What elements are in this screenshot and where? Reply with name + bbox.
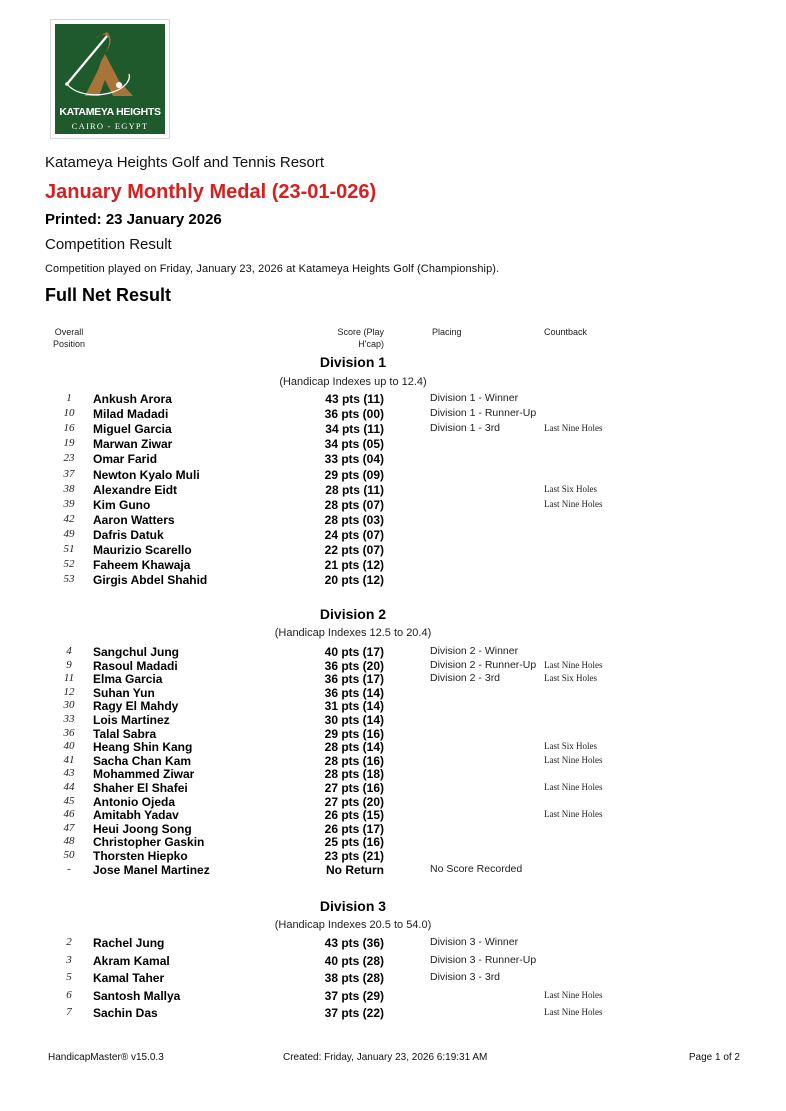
position: 36 xyxy=(63,726,75,739)
position: 10 xyxy=(63,407,75,420)
division-1-title: Division 1 xyxy=(319,354,387,370)
score: 36 pts (00) xyxy=(324,407,384,422)
position: 3 xyxy=(66,953,72,966)
score: 24 pts (07) xyxy=(324,527,384,542)
result-row xyxy=(0,468,786,482)
position: 5 xyxy=(66,971,72,984)
position: 40 xyxy=(63,740,75,753)
countback: Last Nine Holes xyxy=(544,659,603,670)
competition-title: January Monthly Medal (23-01-026) xyxy=(45,181,377,203)
score: 37 pts (29) xyxy=(324,988,384,1003)
player-name: Ragy El Mahdy xyxy=(93,699,179,714)
countback: Last Nine Holes xyxy=(544,754,603,765)
result-row xyxy=(0,863,786,877)
result-row xyxy=(0,407,786,421)
column-header-placing: Placing xyxy=(432,327,462,337)
player-name: Sangchul Jung xyxy=(93,645,180,659)
score: 37 pts (22) xyxy=(324,1006,384,1021)
player-name: Kamal Taher xyxy=(93,971,165,986)
position: 41 xyxy=(63,753,75,766)
division-2-subtitle: (Handicap Indexes 12.5 to 20.4) xyxy=(274,627,432,639)
footer-software: HandicapMaster® v15.0.3 xyxy=(48,1052,164,1063)
player-name: Maurizio Scarello xyxy=(93,543,192,557)
position: 50 xyxy=(63,849,75,861)
position: 52 xyxy=(63,558,75,571)
score: 22 pts (07) xyxy=(324,543,384,557)
section-title: Full Net Result xyxy=(45,285,172,305)
position: 30 xyxy=(63,699,75,712)
player-name: Rachel Jung xyxy=(93,936,165,950)
player-name: Amitabh Yadav xyxy=(93,808,179,823)
footer-page: Page 1 of 2 xyxy=(688,1052,740,1063)
result-row xyxy=(0,672,786,686)
result-row xyxy=(0,543,786,557)
club-logo xyxy=(50,19,170,139)
result-row xyxy=(0,573,786,587)
result-row xyxy=(0,659,786,673)
countback: Last Nine Holes xyxy=(544,989,603,1000)
score: 28 pts (11) xyxy=(325,482,384,497)
result-row xyxy=(0,513,786,527)
position: 6 xyxy=(66,988,72,1001)
competition-result-label: Competition Result xyxy=(45,236,172,253)
column-header-score-line1: Score (Play xyxy=(337,327,384,337)
result-row xyxy=(0,528,786,542)
player-name: Heui Joong Song xyxy=(93,821,192,836)
result-row xyxy=(0,971,786,985)
player-name: Suhan Yun xyxy=(93,685,155,700)
player-name: Antonio Ojeda xyxy=(93,794,175,809)
score: 25 pts (16) xyxy=(324,835,384,850)
countback: Last Six Holes xyxy=(544,673,597,684)
result-row xyxy=(0,835,786,849)
player-name: Heang Shin Kang xyxy=(93,740,193,755)
column-header-position xyxy=(48,326,90,350)
result-row xyxy=(0,452,786,466)
position: 49 xyxy=(63,527,75,540)
player-name: Newton Kyalo Muli xyxy=(93,467,200,482)
played-on-text: Competition played on Friday, January 23, 2026 at Katameya Heights Golf (Championship). xyxy=(45,263,500,275)
countback: Last Nine Holes xyxy=(544,809,603,820)
player-name: Omar Farid xyxy=(93,452,158,467)
player-name: Sacha Chan Kam xyxy=(93,753,192,768)
countback: Last Six Holes xyxy=(544,483,597,494)
position: 37 xyxy=(63,467,75,480)
position: 1 xyxy=(66,392,72,404)
result-row xyxy=(0,767,786,781)
placing: Division 1 - 3rd xyxy=(430,422,501,435)
logo-emblem xyxy=(55,24,165,134)
result-row xyxy=(0,936,786,950)
result-row xyxy=(0,699,786,713)
result-row xyxy=(0,422,786,436)
player-name: Christopher Gaskin xyxy=(93,835,205,850)
result-row xyxy=(0,754,786,768)
result-row xyxy=(0,727,786,741)
placing: Division 2 - 3rd xyxy=(430,672,501,685)
score: 36 pts (14) xyxy=(324,685,384,700)
position: 16 xyxy=(63,422,75,435)
player-name: Rasoul Madadi xyxy=(93,658,178,673)
result-row xyxy=(0,849,786,863)
score: 43 pts (11) xyxy=(325,392,384,406)
position: 33 xyxy=(63,713,75,725)
printed-date: Printed: 23 January 2026 xyxy=(45,211,222,228)
result-row xyxy=(0,954,786,968)
position: 23 xyxy=(63,452,75,465)
player-name: Alexandre Eidt xyxy=(93,482,178,497)
position: 2 xyxy=(66,936,72,948)
logo-name: KATAMEYA HEIGHTS xyxy=(59,106,161,118)
player-name: Faheem Khawaja xyxy=(93,558,191,573)
result-row xyxy=(0,437,786,451)
position: 47 xyxy=(63,821,75,834)
position: 4 xyxy=(66,645,72,657)
position: 11 xyxy=(63,672,75,685)
column-header-score-line2: H'cap) xyxy=(358,339,384,349)
player-name: Marwan Ziwar xyxy=(93,437,173,452)
position: 45 xyxy=(63,794,75,807)
placing: Division 1 - Runner-Up xyxy=(430,407,537,420)
division-2-title: Division 2 xyxy=(319,606,387,622)
position: 38 xyxy=(63,482,75,495)
score: 29 pts (16) xyxy=(324,726,384,741)
placing: Division 2 - Runner-Up xyxy=(430,658,537,671)
position: 39 xyxy=(63,497,75,510)
player-name: Sachin Das xyxy=(93,1006,158,1021)
player-name: Kim Guno xyxy=(93,497,151,512)
position: 44 xyxy=(63,781,75,793)
score: 34 pts (11) xyxy=(325,422,384,437)
score: 40 pts (28) xyxy=(324,953,384,968)
countback: Last Six Holes xyxy=(544,741,597,752)
score: 30 pts (14) xyxy=(324,713,384,727)
score: 26 pts (17) xyxy=(324,821,384,836)
division-1-subtitle: (Handicap Indexes up to 12.4) xyxy=(279,376,427,388)
column-header-countback: Countback xyxy=(544,327,588,337)
position: 46 xyxy=(63,808,75,821)
score: 27 pts (20) xyxy=(324,794,384,809)
player-name: Miguel Garcia xyxy=(93,422,172,437)
position: 53 xyxy=(63,573,75,586)
result-row xyxy=(0,558,786,572)
score: 23 pts (21) xyxy=(324,849,384,863)
position: 9 xyxy=(66,658,72,671)
result-row xyxy=(0,645,786,659)
position: 42 xyxy=(63,512,75,525)
division-3-subtitle: (Handicap Indexes 20.5 to 54.0) xyxy=(274,919,432,931)
footer-created: Created: Friday, January 23, 2026 6:19:31 AM xyxy=(283,1052,488,1063)
position: 19 xyxy=(63,437,75,450)
player-name: Shaher El Shafei xyxy=(93,781,188,795)
score: 28 pts (16) xyxy=(324,753,384,768)
placing: Division 1 - Winner xyxy=(430,392,519,404)
score: No Return xyxy=(326,862,384,877)
score: 21 pts (12) xyxy=(324,558,384,573)
score: 27 pts (16) xyxy=(324,781,384,795)
score: 36 pts (20) xyxy=(324,658,384,673)
score: 29 pts (09) xyxy=(324,467,384,482)
countback: Last Nine Holes xyxy=(544,423,603,434)
player-name: Akram Kamal xyxy=(93,953,170,968)
column-header-position-line2: Position xyxy=(52,339,86,349)
result-row xyxy=(0,392,786,406)
logo-location: CAIRO - EGYPT xyxy=(71,121,149,131)
placing: Division 3 - Winner xyxy=(430,936,519,948)
player-name: Girgis Abdel Shahid xyxy=(93,573,208,588)
result-row xyxy=(0,483,786,497)
placing: No Score Recorded xyxy=(430,862,523,875)
result-row xyxy=(0,989,786,1003)
countback: Last Nine Holes xyxy=(544,1007,603,1018)
score: 28 pts (07) xyxy=(324,497,384,512)
player-name: Ankush Arora xyxy=(93,392,172,406)
column-header-score xyxy=(310,326,384,350)
placing: Division 2 - Winner xyxy=(430,645,519,657)
position: 48 xyxy=(63,835,75,848)
position: 7 xyxy=(66,1006,72,1019)
position: 51 xyxy=(63,543,75,555)
score: 20 pts (12) xyxy=(324,573,384,588)
score: 26 pts (15) xyxy=(324,808,384,823)
player-name: Talal Sabra xyxy=(93,726,157,741)
division-3-title: Division 3 xyxy=(319,898,387,914)
score: 31 pts (14) xyxy=(324,699,384,714)
result-row xyxy=(0,498,786,512)
countback: Last Nine Holes xyxy=(544,498,603,509)
score: 34 pts (05) xyxy=(324,437,384,452)
score: 28 pts (18) xyxy=(324,767,384,782)
result-row xyxy=(0,795,786,809)
player-name: Santosh Mallya xyxy=(93,988,181,1003)
player-name: Jose Manel Martinez xyxy=(93,862,210,877)
result-row xyxy=(0,740,786,754)
position: 12 xyxy=(63,685,75,698)
score: 28 pts (14) xyxy=(324,740,384,755)
player-name: Mohammed Ziwar xyxy=(93,767,195,782)
column-header-position-line1: Overall xyxy=(54,327,84,337)
score: 40 pts (17) xyxy=(324,645,384,659)
score: 33 pts (04) xyxy=(324,452,384,467)
score: 43 pts (36) xyxy=(324,936,384,950)
position: 43 xyxy=(63,767,75,780)
resort-name: Katameya Heights Golf and Tennis Resort xyxy=(45,154,325,171)
score: 36 pts (17) xyxy=(324,672,384,687)
position: - xyxy=(67,862,71,875)
player-name: Thorsten Hiepko xyxy=(93,849,188,863)
player-name: Lois Martinez xyxy=(93,713,170,727)
placing: Division 3 - 3rd xyxy=(430,971,501,984)
result-row xyxy=(0,713,786,727)
result-row xyxy=(0,822,786,836)
player-name: Milad Madadi xyxy=(93,407,169,422)
player-name: Dafris Datuk xyxy=(93,527,164,542)
placing: Division 3 - Runner-Up xyxy=(430,953,537,966)
result-row xyxy=(0,808,786,822)
result-row xyxy=(0,686,786,700)
result-row xyxy=(0,1006,786,1020)
player-name: Aaron Watters xyxy=(93,512,175,527)
result-row xyxy=(0,781,786,795)
score: 28 pts (03) xyxy=(324,512,384,527)
player-name: Elma Garcia xyxy=(93,672,163,687)
score: 38 pts (28) xyxy=(324,971,384,986)
countback: Last Nine Holes xyxy=(544,782,603,792)
